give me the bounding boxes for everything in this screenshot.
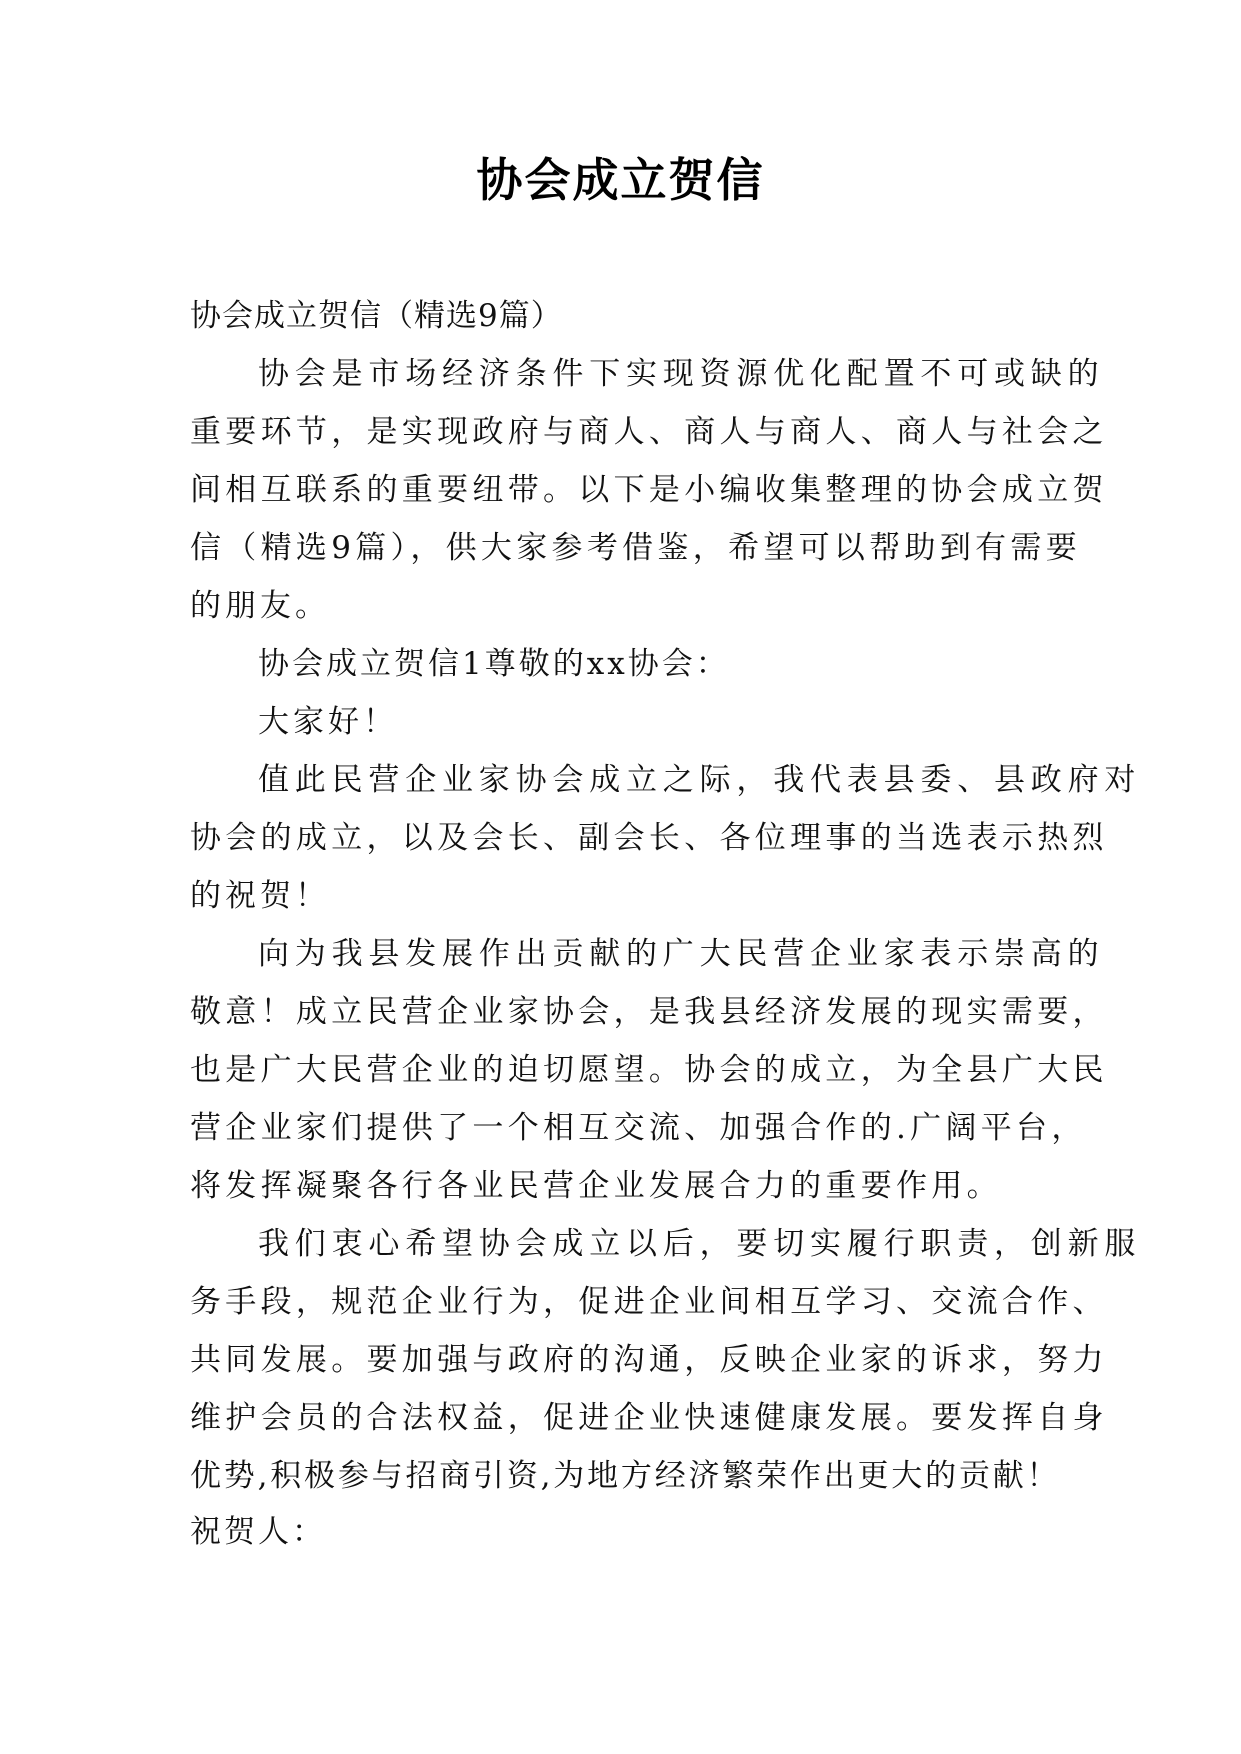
- paragraph-line: 将发挥凝聚各行各业民营企业发展合力的重要作用。: [190, 1168, 1002, 1204]
- paragraph-line: 我们衷心希望协会成立以后，要切实履行职责，创新服: [258, 1226, 1142, 1262]
- paragraph-line: 务手段，规范企业行为，促进企业间相互学习、交流合作、: [190, 1284, 1108, 1320]
- paragraph-line: 营企业家们提供了一个相互交流、加强合作的.广阔平台，: [190, 1110, 1087, 1146]
- paragraph-line: 也是广大民营企业的迫切愿望。协会的成立，为全县广大民: [190, 1052, 1108, 1088]
- paragraph-line: 重要环节，是实现政府与商人、商人与商人、商人与社会之: [190, 414, 1108, 450]
- paragraph-line: 共同发展。要加强与政府的沟通，反映企业家的诉求，努力: [190, 1342, 1108, 1378]
- paragraph-line: 间相互联系的重要纽带。以下是小编收集整理的协会成立贺: [190, 472, 1108, 508]
- greeting-line: 大家好！: [258, 704, 398, 740]
- paragraph-line: 的朋友。: [190, 588, 330, 624]
- paragraph-line: 敬意！成立民营企业家协会，是我县经济发展的现实需要，: [190, 994, 1108, 1030]
- document-title: 协会成立贺信: [476, 153, 765, 207]
- subtitle-line: 协会成立贺信（精选9篇）: [190, 298, 563, 334]
- paragraph-line: 优势,积极参与招商引资,为地方经济繁荣作出更大的贡献！: [190, 1458, 1061, 1494]
- paragraph-line: 值此民营企业家协会成立之际，我代表县委、县政府对: [258, 762, 1142, 798]
- paragraph-line: 协会的成立，以及会长、副会长、各位理事的当选表示热烈: [190, 820, 1108, 856]
- paragraph-line: 的祝贺！: [190, 878, 330, 914]
- paragraph-line: 信（精选9篇），供大家参考借鉴，希望可以帮助到有需要: [190, 530, 1082, 566]
- paragraph-line: 维护会员的合法权益，促进企业快速健康发展。要发挥自身: [190, 1400, 1108, 1436]
- signature-line: 祝贺人：: [190, 1514, 326, 1550]
- paragraph-line: 协会是市场经济条件下实现资源优化配置不可或缺的: [258, 356, 1105, 392]
- paragraph-line: 向为我县发展作出贡献的广大民营企业家表示崇高的: [258, 936, 1105, 972]
- paragraph-line: 协会成立贺信1尊敬的xx协会：: [258, 646, 730, 682]
